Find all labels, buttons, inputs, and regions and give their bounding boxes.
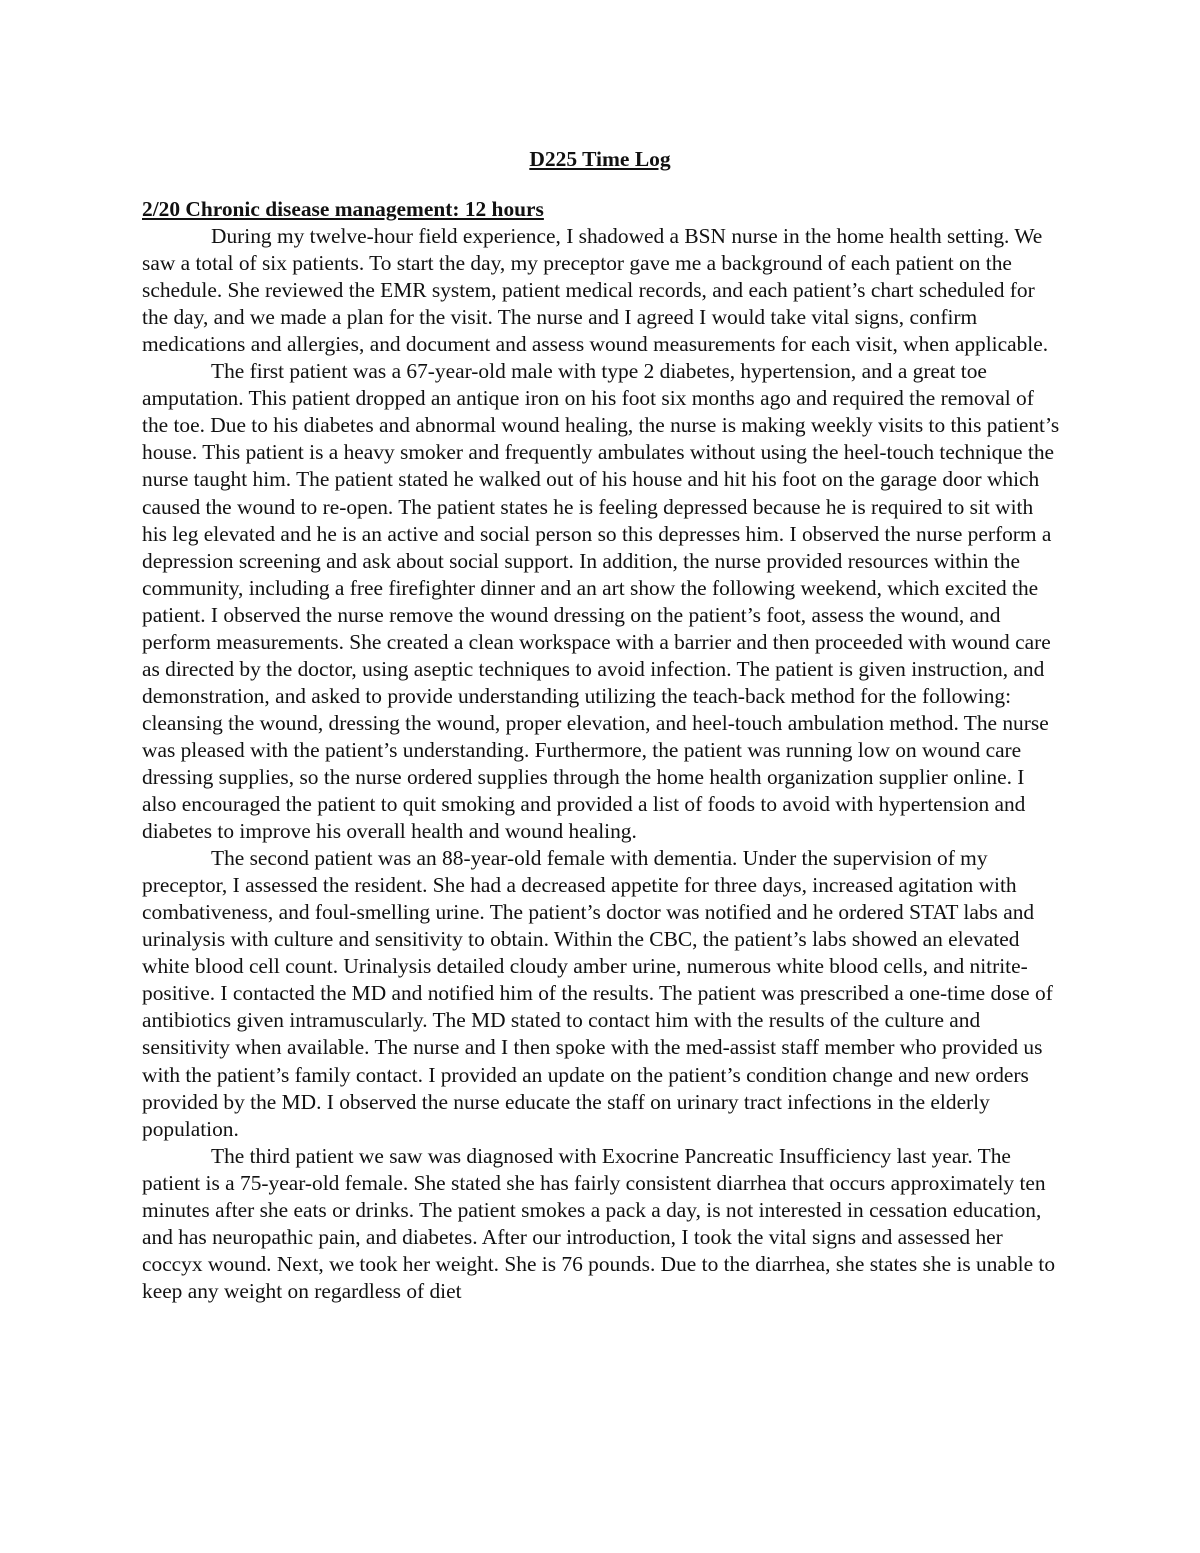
document-body: [142, 196, 1062, 1305]
paragraph-second-patient: The second patient was an 88-year-old female with dementia. Under the supervision of my preceptor, I assessed the resident. She had a decreased appetite for three days, increased agitation with combativeness, and foul-smelling urine. The patient’s doctor was notified and he ordered STAT labs and urinalysis with culture and sensitivity to obtain. Within the CBC, the patient’s labs showed an elevated white blood cell count. Urinalysis detailed cloudy amber urine, numerous white blood cells, and nitrite-positive. I contacted the MD and notified him of the results. The patient was prescribed a one-time dose of antibiotics given intramuscularly. The MD stated to contact him with the results of the culture and sensitivity when available. The nurse and I then spoke with the med-assist staff member who provided us with the patient’s family contact. I provided an update on the patient’s condition change and new orders provided by the MD. I observed the nurse educate the staff on urinary tract infections in the elderly population.: [142, 846, 1053, 1141]
paragraph-first-patient: The first patient was a 67-year-old male with type 2 diabetes, hypertension, and a great toe amputation. This patient dropped an antique iron on his foot six months ago and required the removal of the toe. Due to his diabetes and abnormal wound healing, the nurse is making weekly visits to this patient’s house. This patient is a heavy smoker and frequently ambulates without using the heel-touch technique the nurse taught him. The patient stated he walked out of his house and hit his foot on the garage door which caused the wound to re-open. The patient states he is feeling depressed because he is required to sit with his leg elevated and he is an active and social person so this depresses him. I observed the nurse perform a depression screening and ask about social support. In addition, the nurse provided resources within the community, including a free firefighter dinner and an art show the following weekend, which excited the patient. I observed the nurse remove the wound dressing on the patient’s foot, assess the wound, and perform measurements. She created a clean workspace with a barrier and then proceeded with wound care as directed by the doctor, using aseptic techniques to avoid infection. The patient is given instruction, and demonstration, and asked to provide understanding utilizing the teach-back method for the following: cleansing the wound, dressing the wound, proper elevation, and heel-touch ambulation method. The nurse was pleased with the patient’s understanding. Furthermore, the patient was running low on wound care dressing supplies, so the nurse ordered supplies through the home health organization supplier online. I also encouraged the patient to quit smoking and provided a list of foods to avoid with hypertension and diabetes to improve his overall health and wound healing.: [142, 359, 1060, 844]
paragraph-third-patient: The third patient we saw was diagnosed with Exocrine Pancreatic Insufficiency last year. The patient is a 75-year-old female. She stated she has fairly consistent diarrhea that occurs approximately ten minutes after she eats or drinks. The patient smokes a pack a day, is not interested in cessation education, and has neuropathic pain, and diabetes. After our introduction, I took the vital signs and assessed her coccyx wound. Next, we took her weight. She is 76 pounds. Due to the diarrhea, she states she is unable to keep any weight on regardless of diet: [142, 1143, 1056, 1303]
page-title: D225 Time Log: [529, 147, 671, 171]
section-heading: 2/20 Chronic disease management: 12 hours: [142, 197, 544, 221]
paragraph-intro: During my twelve-hour field experience, I shadowed a BSN nurse in the home health setting. We saw a total of six patients. To start the day, my preceptor gave me a background of each patient on the schedule. She reviewed the EMR system, patient medical records, and each patient’s chart scheduled for the day, and we made a plan for the visit. The nurse and I agreed I would take vital signs, confirm medications and allergies, and document and assess wound measurements for each visit, when applicable.: [142, 224, 1049, 357]
